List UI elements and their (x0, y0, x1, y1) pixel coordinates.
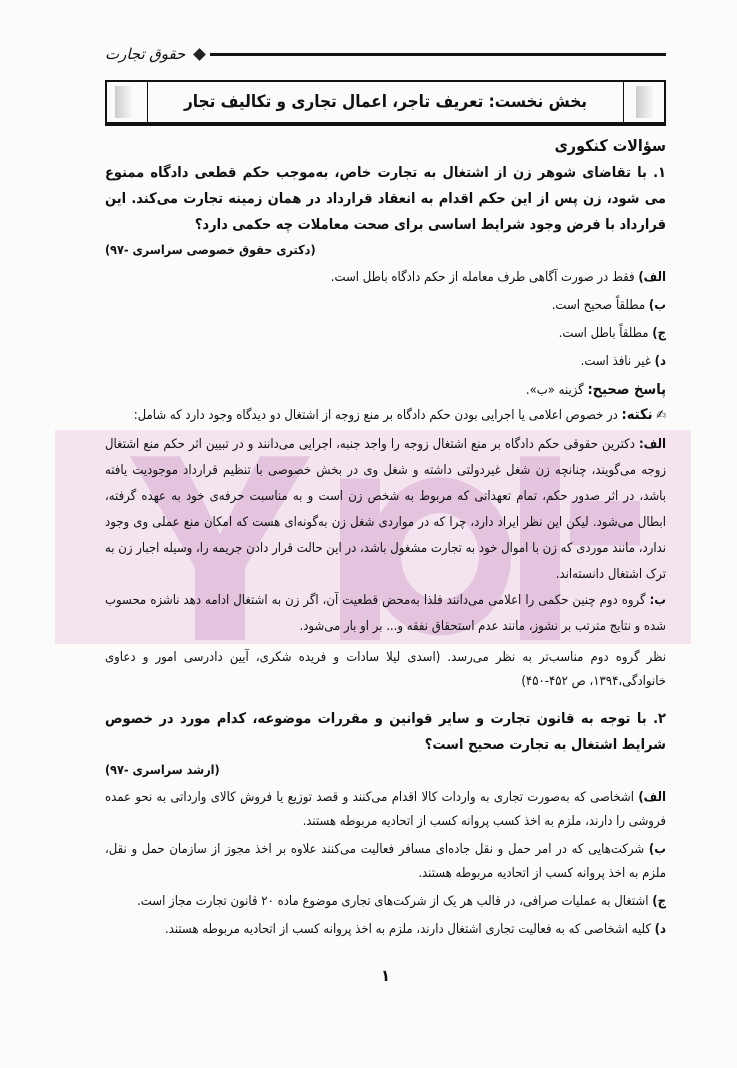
diamond-ornament-icon (193, 48, 206, 61)
highlight-box (55, 430, 691, 644)
view-b: ب: گروه دوم چنین حکمی را اعلامی می‌دانند فلذا به‌محض قطعیت آن، اگر زن به اشتغال ادامه دهد ناشزه محسوب شده و نتایج مترتب بر نشوز، مانند عدم استحقاق نفقه و... بر او بار می‌شود. (105, 593, 666, 634)
q1-note: ✍ نکته: در خصوص اعلامی یا اجرایی بودن حکم دادگاه بر منع زوجه از اشتغال دو دیدگاه وجود دارد که شامل: (133, 407, 666, 423)
pencil-icon: ✍ (656, 408, 666, 423)
view-a: الف: دکترین حقوقی حکم دادگاه بر منع اشتغال زوجه را واجد جنبه، اجرایی می‌دانند و در تبیین اثر حکم منع اشتغال زوجه می‌گویند، چنانچه زن شغل غیردولتی داشته و شغل وی در بخش خصوصی با تنظیم قرارداد موجودیت یافته باشد، در اثر صدور حکم، تمام تعهداتی که مربوط به شخص زن است و به مناسبت حرفه‌ی خود به عهده گرفته، ابطال می‌شود. لیکن این نظر ایراد دارد، چرا که در مواردی شغل زن به‌گونه‌ای هست که امکان منع عملی وی وجود ندارد، مانند موردی که زن با اموال خود به تجارت مشغول باشد، در این حالت قرار دادن جریمه را، وسیله اجبار زن به ترک اشتغال دانسته‌اند. (105, 437, 667, 582)
q2-option-c: ج) اشتغال به عملیات صرافی، در قالب هر یک از شرکت‌های تجاری موضوع ماده ۲۰ قانون تجارت مجاز است. (137, 894, 666, 909)
q1-conclusion: نظر گروه دوم مناسب‌تر به نظر می‌رسد. (اسدی لیلا سادات و فریده شکری، آیین دادرسی امور و دعاوی خانوادگی،۱۳۹۴، ص ۴۵۲-۴۵۰) (105, 650, 666, 689)
header-rule (210, 53, 666, 56)
question-2: ۲. با توجه به قانون تجارت و سایر قوانین و مقررات موضوعه، کدام مورد در خصوص شرایط اشتغال به تجارت صحیح است؟ (105, 711, 666, 753)
q1-option-a: الف) فقط در صورت آگاهی طرف معامله از حکم دادگاه باطل است. (330, 270, 666, 285)
q2-option-d: د) کلیه اشخاصی که به فعالیت تجاری اشتغال دارند، ملزم به اخذ پروانه کسب از اتحادیه مربوطه هستند. (165, 922, 666, 937)
page-header (105, 40, 666, 68)
q2-option-b: ب) شرکت‌هایی که در امر حمل و نقل جاده‌ای مسافر فعالیت می‌کنند علاوه بر اخذ مجوز از سازمان حمل و نقل، ملزم به اخذ پروانه کسب از اتحادیه مربوطه هستند. (105, 842, 667, 881)
question-1-source: (دکتری حقوق خصوصی سراسری -۹۷) (105, 242, 316, 257)
q1-answer: پاسخ صحیح: گزینه «ب». (525, 382, 666, 398)
question-1: ۱. با تقاضای شوهر زن از اشتغال به تجارت خاص، به‌موجب حکم قطعی دادگاه ممنوع می شود، زن پس از این حکم اقدام به انعقاد قرارداد در همان زمینه تجارت می‌کند. این قرارداد با فرض وجود شرایط اساسی برای صحت معاملات چه حکمی دارد؟ (105, 165, 666, 233)
q2-option-a: الف) اشخاصی که به‌صورت تجاری به واردات کالا اقدام می‌کنند و قصد توزیع یا فروش کالای وارداتی به نحو عمده فروشی را دارند، ملزم به اخذ کسب پروانه کسب از اتحادیه مربوطه هستند. (105, 790, 667, 829)
question-2-source: (ارشد سراسری -۹۷) (105, 762, 220, 777)
section-title: بخش نخست: تعریف تاجر، اعمال تجاری و تکالیف تجار (184, 92, 587, 112)
running-head: حقوق تجارت (105, 45, 186, 63)
heading: سؤالات کنکوری (554, 136, 666, 155)
q1-option-c: ج) مطلقاً باطل است. (558, 326, 666, 341)
page-number: ۱ (381, 966, 390, 985)
q1-option-b: ب) مطلقاً صحیح است. (551, 298, 666, 313)
q1-option-d: د) غیر نافذ است. (580, 354, 666, 369)
section-title-box (105, 80, 666, 124)
